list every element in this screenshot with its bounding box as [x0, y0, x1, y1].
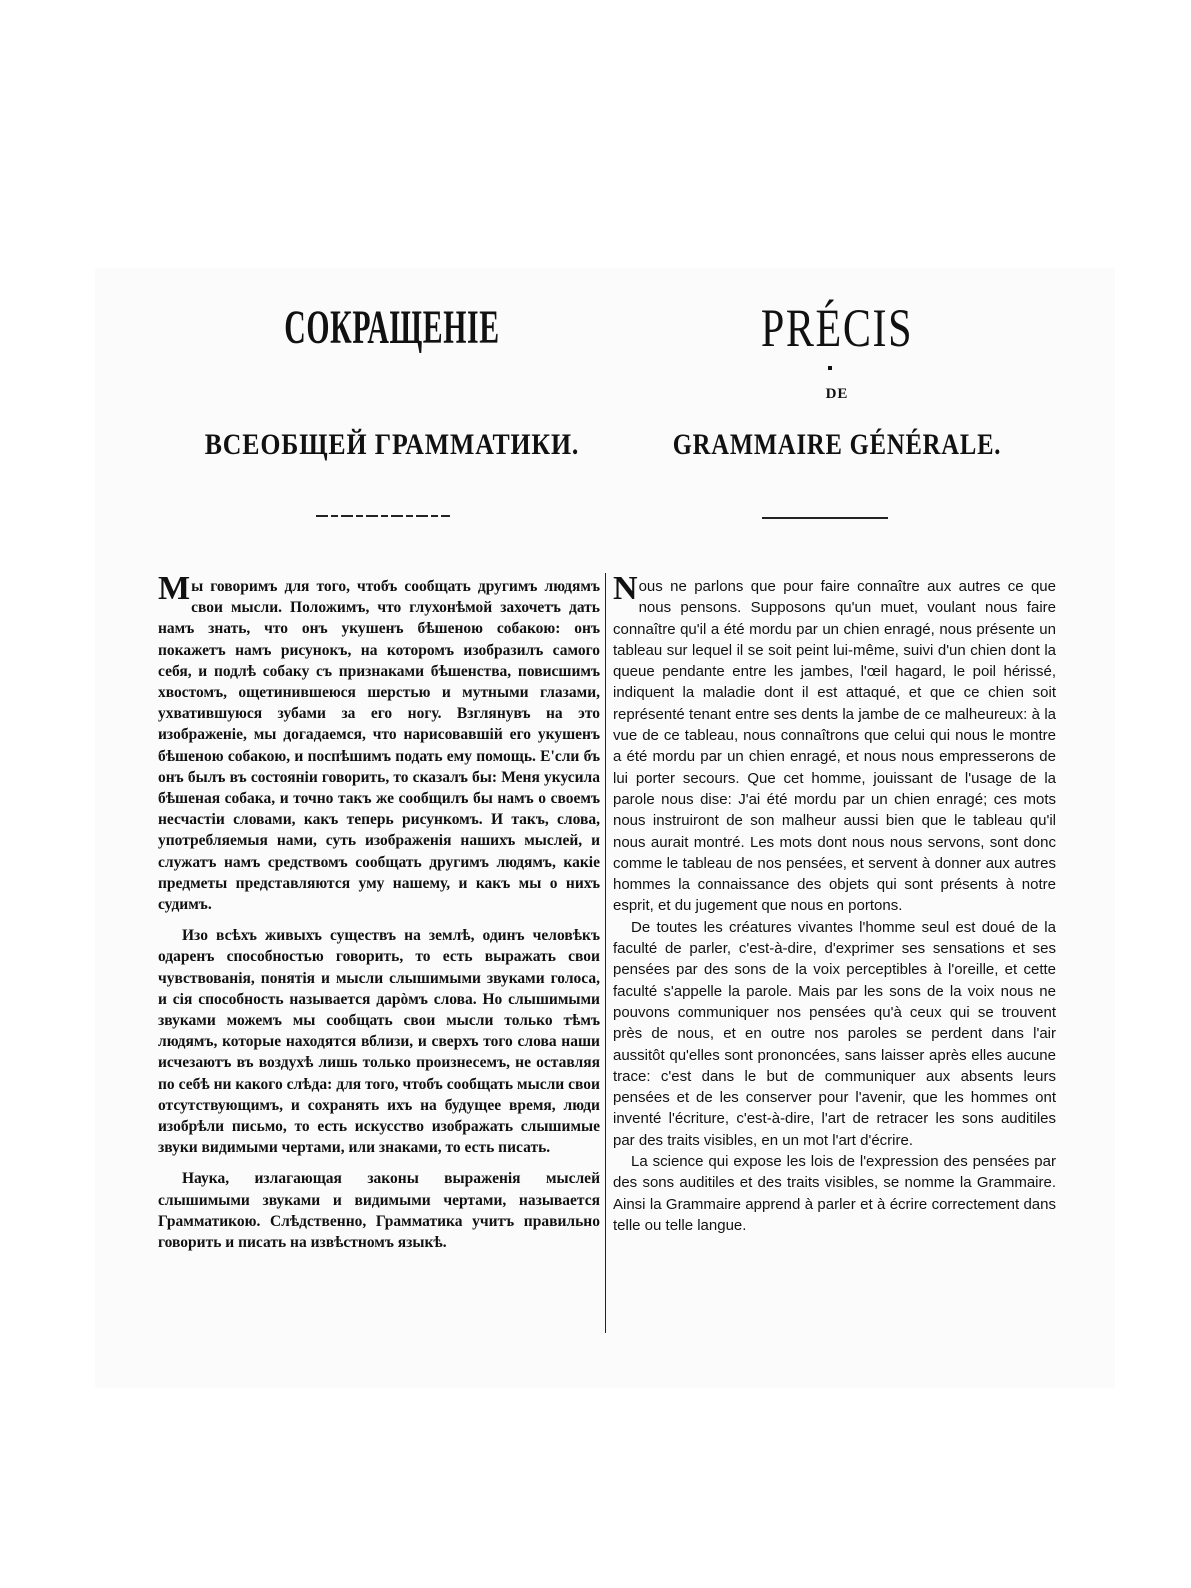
french-subtitle: GRAMMAIRE GÉNÉRALE.	[672, 428, 1002, 461]
russian-text-column	[158, 570, 600, 1263]
russian-paragraph-3: Наука, излагающая законы выраженiя мыслей слышимыми звуками и видимыми чертами, называется Грамматикою. Слѣдственно, Грамматика учитъ правильно говорить и писать на извѣстномъ языкѣ.	[158, 1170, 600, 1252]
french-dropcap: N	[613, 570, 638, 607]
russian-dropcap: М	[158, 570, 191, 607]
french-paragraph-1-text: ous ne parlons que pour faire connaître aux autres ce que nous pensons. Supposons qu'un muet, voulant nous faire connaître qu'il a été mordu par un chien enragé, nous présente un tableau sur lequel il se soit peint lui-même, suivi d'un chien dont la queue pendante entre les jambes, l'œil hagard, le poil hérissé, indiquent la maladie dont il est attaqué, et que ce chien soit représenté tenant entre ses dents la jambe de ce malheureux: à la vue de ce tableau, nous connaîtrons que celui qui nous le montre a été mordu par un chien enragé, et nous nous empresserons de lui porter secours. Que cet homme, jouissant de l'usage de la parole nous dise: J'ai été mordu par un chien enragé; ces mots nous instruiront de son malheur aussi bien que le tableau qu'il nous aurait montré. Les mots dont nous nous servons, sont donc comme le tableau de nos pensées, et servent à donner aux autres hommes la connaissance des objets qui sont présents à notre esprit, et du jugement que nous en portons.	[613, 578, 1056, 915]
russian-paragraph-2: Изо всѣхъ живыхъ существъ на землѣ, одинъ человѣкъ одаренъ способностью говорить, то есть выражать свои чувствованiя, понятiя и мысли слышимыми звуками голоса, и сiя способность называется дарòмъ слова. Но слышимыми звуками можемъ мы сообщать свои мысли только тѣмъ людямъ, которые находятся вблизи, и сверхъ того слова наши исчезаютъ въ воздухѣ лишь только произнесемъ, не оставляя по себѣ ни какого слѣда: для того, чтобъ сообщать мысли свои отсутствующимъ, и сохранять ихъ на будущее время, люди изобрѣли письмо, то есть искусство изображать слышимые звуки видимыми чертами, или знаками, то есть писать.	[158, 927, 600, 1157]
column-divider	[605, 573, 606, 1333]
russian-title: СОКРАЩЕНIЕ	[284, 301, 500, 354]
title-dot	[828, 366, 832, 370]
french-divider-rule	[762, 517, 888, 519]
russian-paragraph-1-text: ы говоримъ для того, чтобъ сообщать другимъ людямъ свои мысли. Положимъ, что глухонѣмой захочетъ дать намъ знать, что онъ укушенъ бѣшеною собакою: онъ покажетъ намъ рисунокъ, на которомъ изобразилъ самого себя, и подлѣ собаку съ признаками бѣшенства, повисшимъ хвостомъ, ощетинившеюся шерстью и мутными глазами, ухватившуюся зубами за его ногу. Взглянувъ на это изображенiе, мы догадаемся, что нарисовавшiй его укушенъ бѣшеною собакою, и поспѣшимъ подать ему помощь. Е'сли бъ онъ былъ въ состоянiи говорить, то сказалъ бы: Меня укусила бѣшеная собака, и точно такъ же сообщилъ бы намъ о своемъ несчастiи словами, какъ теперь рисункомъ. И такъ, слова, употребляемыя нами, суть изображенiя нашихъ мыслей, и служатъ намъ средствомъ сообщать другимъ людямъ, какiе предметы представляются уму нашему, и какъ мы о нихъ судимъ.	[158, 578, 600, 914]
french-title: PRÉCIS	[760, 298, 914, 358]
russian-divider-rule	[316, 515, 450, 517]
french-paragraph-1	[613, 570, 1056, 917]
russian-paragraph-1	[158, 570, 600, 915]
french-text-column	[613, 570, 1056, 1236]
french-paragraph-3: La science qui expose les lois de l'expression des pensées par des sons auditiles et des traits visibles, se nomme la Grammaire. Ainsi la Grammaire apprend à parler et à écrire correctement dans telle ou telle langue.	[613, 1153, 1056, 1234]
french-paragraph-2: De toutes les créatures vivantes l'homme seul est doué de la faculté de parler, c'est-à-dire, d'exprimer ses sensations et ses pensées par des sons de la voix perceptibles à l'oreille, et cette faculté s'appelle la parole. Mais par les sons de la voix nous ne pouvons communiquer nos pensées qu'à ceux qui se trouvent près de nous, et en outre nos paroles se perdent dans l'air aussitôt qu'elles sont prononcées, sans laisser après elles aucune trace: c'est dans le but de communiquer aux absents leurs pensées et de les conserver pour l'avenir, que les hommes ont inventé l'écriture, c'est-à-dire, l'art de retracer les sons auditiles par des traits visibles, en un mot l'art d'écrire.	[613, 918, 1056, 1149]
russian-subtitle: ВСЕОБЩЕЙ ГРАММАТИКИ.	[204, 428, 580, 461]
french-de: DE	[825, 386, 849, 402]
